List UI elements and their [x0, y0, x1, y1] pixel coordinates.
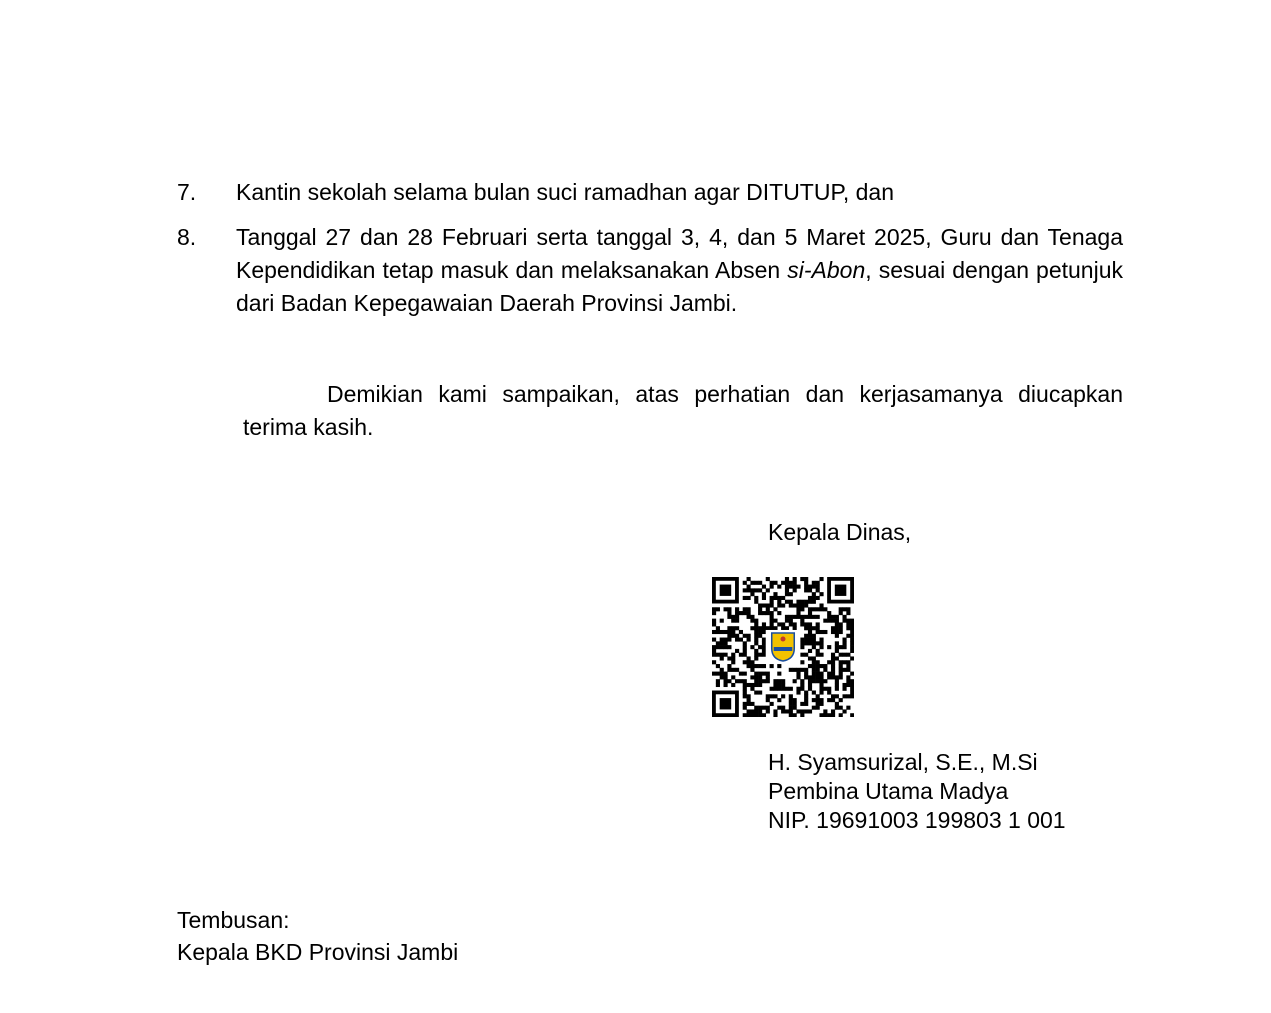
- tembusan-label: Tembusan:: [177, 907, 290, 933]
- list-item-text: [236, 221, 1123, 320]
- list-item-text: Kantin sekolah selama bulan suci ramadhan agar DITUTUP, dan: [236, 179, 894, 205]
- list-item-number: 8.: [177, 224, 197, 250]
- signatory-name: H. Syamsurizal, S.E., M.Si: [768, 749, 1038, 775]
- list-item-number: 7.: [177, 179, 197, 205]
- closing-paragraph: Demikian kami sampaikan, atas perhatian dan kerjasamanya diucapkan terima kasih.: [243, 381, 1123, 440]
- signature-title: Kepala Dinas,: [768, 519, 912, 545]
- signatory-nip: NIP. 19691003 199803 1 001: [768, 807, 1066, 833]
- tembusan-recipient: Kepala BKD Provinsi Jambi: [177, 939, 459, 965]
- tembusan-block: [177, 904, 458, 968]
- signatory-rank: Pembina Utama Madya: [768, 778, 1009, 804]
- list-item-text-part: , sesuai dengan petunjuk dari Badan Kepegawaian Daerah Provinsi Jambi.: [236, 257, 1123, 316]
- signature-block: [768, 748, 1066, 835]
- list-item-text-part: Tanggal 27 dan 28 Februari serta tanggal 3, 4, dan 5 Maret 2025, Guru dan Tenaga Kependidikan tetap masuk dan melaksanakan Absen: [236, 224, 1123, 283]
- qr-code-icon: [712, 577, 854, 717]
- list-item-italic-term: si-Abon: [787, 257, 866, 283]
